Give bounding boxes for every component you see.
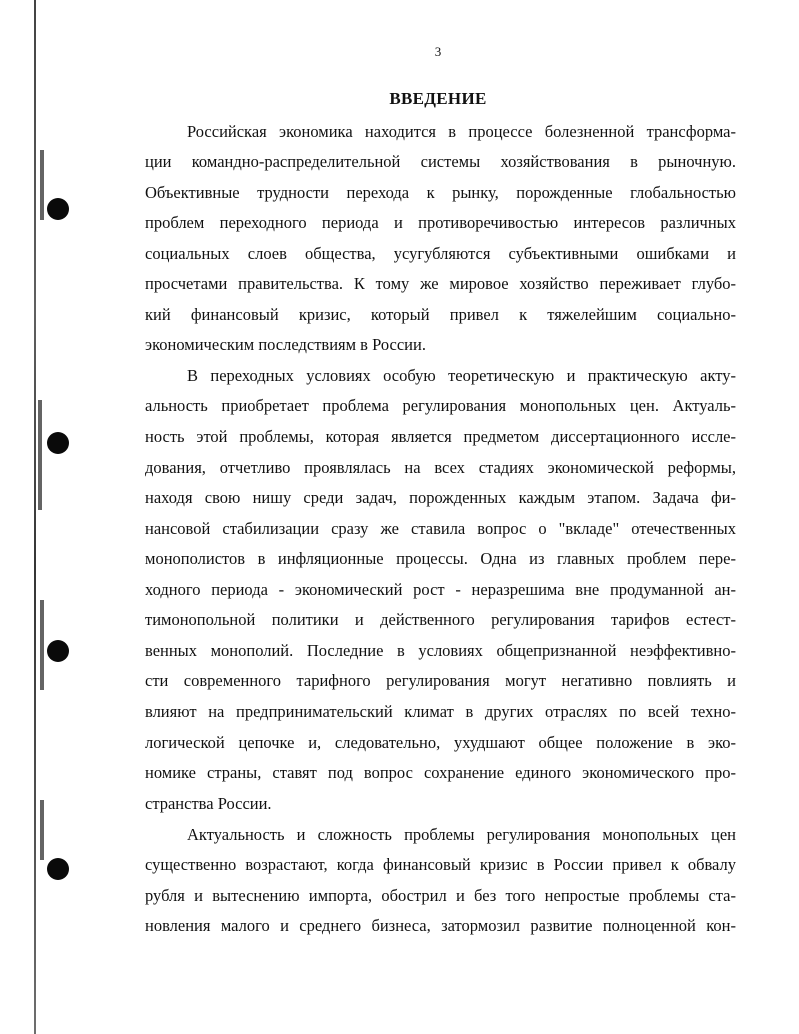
binding-edge — [34, 0, 36, 1034]
text-line: Объективные трудности перехода к рынку, порожденные глобальностью — [145, 183, 736, 202]
scan-smudge — [38, 400, 42, 510]
text-line: нансовой стабилизации сразу же ставила вопрос о "вкладе" отечественных — [145, 519, 736, 538]
text-line: логической цепочке и, следовательно, ухудшают общее положение в эко- — [145, 733, 736, 752]
text-line: Российская экономика находится в процессе болезненной трансформа- — [187, 122, 736, 141]
text-line: новления малого и среднего бизнеса, затормозил развитие полноценной кон- — [145, 916, 736, 935]
text-line: находя свою нишу среди задач, порожденных каждым этапом. Задача фи- — [145, 488, 736, 507]
text-line: ходного периода - экономический рост - неразрешима вне продуманной ан- — [145, 580, 736, 599]
punch-hole — [47, 858, 69, 880]
scan-smudge — [40, 600, 44, 690]
text-line: влияют на предпринимательский климат в других отраслях по всей техно- — [145, 702, 736, 721]
text-line: номике страны, ставят под вопрос сохранение единого экономического про- — [145, 763, 736, 782]
text-line: экономическим последствиям в России. — [145, 335, 426, 354]
text-line: рубля и вытеснению импорта, обострил и без того непростые проблемы ста- — [145, 886, 736, 905]
text-line: монополистов в инфляционные процессы. Одна из главных проблем пере- — [145, 549, 736, 568]
text-line: Актуальность и сложность проблемы регулирования монопольных цен — [187, 825, 736, 844]
text-line: кий финансовый кризис, который привел к тяжелейшим социально- — [145, 305, 736, 324]
text-line: социальных слоев общества, усугубляются субъективными ошибками и — [145, 244, 736, 263]
text-line: просчетами правительства. К тому же мировое хозяйство переживает глубо- — [145, 274, 736, 293]
text-line: альность приобретает проблема регулирования монопольных цен. Актуаль- — [145, 396, 736, 415]
scan-smudge — [40, 800, 44, 860]
page-number: 3 — [434, 44, 442, 59]
punch-hole — [47, 198, 69, 220]
text-line: ность этой проблемы, которая является предметом диссертационного иссле- — [145, 427, 736, 446]
punch-hole — [47, 640, 69, 662]
text-line: тимонопольной политики и действенного регулирования тарифов естест- — [145, 610, 736, 629]
text-line: венных монополий. Последние в условиях общепризнанной неэффективно- — [145, 641, 736, 660]
text-line: сти современного тарифного регулирования могут негативно повлиять и — [145, 671, 736, 690]
punch-hole — [47, 432, 69, 454]
text-line: странства России. — [145, 794, 272, 813]
text-line: В переходных условиях особую теоретическую и практическую акту- — [187, 366, 736, 385]
text-line: проблем переходного периода и противоречивостью интересов различных — [145, 213, 736, 232]
text-line: существенно возрастают, когда финансовый кризис в России привел к обвалу — [145, 855, 736, 874]
text-line: дования, отчетливо проявлялась на всех стадиях экономической реформы, — [145, 458, 736, 477]
scan-smudge — [40, 150, 44, 220]
section-title: ВВЕДЕНИЕ — [389, 89, 487, 108]
text-line: ции командно-распределительной системы хозяйствования в рыночную. — [145, 152, 736, 171]
